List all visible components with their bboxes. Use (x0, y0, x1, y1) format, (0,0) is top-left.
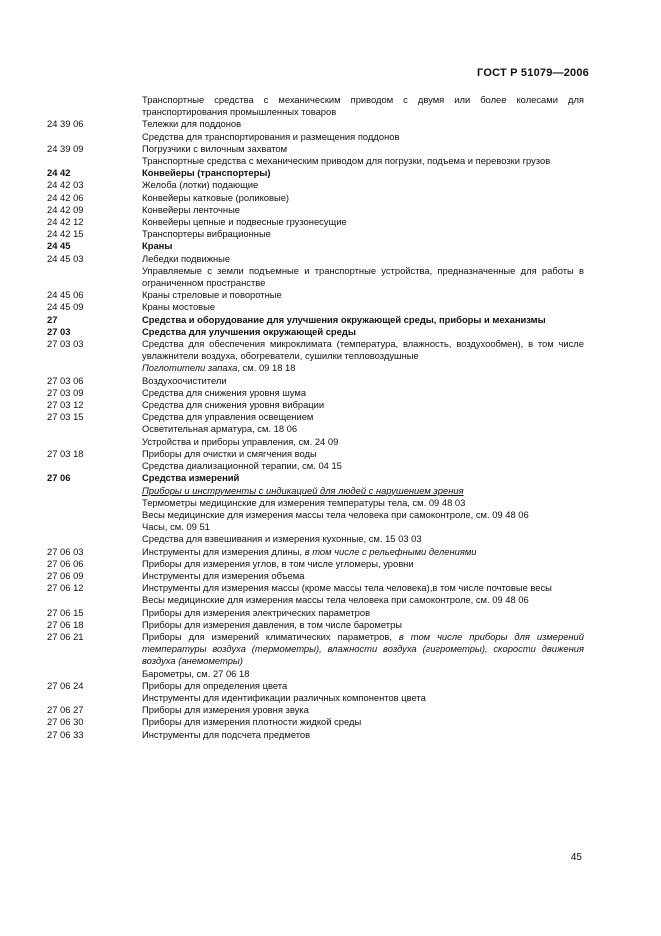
entry-text (142, 387, 584, 399)
entry-text (142, 509, 584, 521)
entry-code: 27 03 09 (47, 386, 84, 398)
entry-text-part: Краны стреловые и поворотные (142, 289, 282, 301)
entry-text (142, 497, 584, 509)
classification-entry (47, 607, 584, 619)
entry-text (142, 167, 584, 179)
classification-entry (47, 448, 584, 460)
entry-text (142, 668, 584, 680)
classification-note (47, 131, 584, 143)
entry-text (142, 265, 584, 289)
entry-code: 27 06 24 (47, 679, 84, 691)
entry-text (142, 375, 584, 387)
classification-note (47, 668, 584, 680)
entry-text-part: Барометры, см. 27 06 18 (142, 667, 250, 679)
entry-text-part: Инструменты для измерения длины, (142, 545, 305, 557)
entry-text (142, 460, 584, 472)
entry-text (142, 619, 584, 631)
entry-text-part: Приборы для определения цвета (142, 679, 288, 691)
entry-text (142, 253, 584, 265)
classification-note (47, 497, 584, 509)
entry-text-part: Инструменты для измерения объема (142, 569, 305, 581)
entry-text-part: Конвейеры (транспортеры) (142, 167, 271, 179)
entry-code: 27 03 15 (47, 411, 84, 423)
classification-note (47, 533, 584, 545)
entry-text-part: Осветительная арматура, см. 18 06 (142, 423, 298, 435)
entry-text (142, 448, 584, 460)
entry-text (142, 729, 584, 741)
classification-entry (47, 314, 584, 326)
entry-text (142, 94, 584, 118)
entry-text-part: Приборы для измерения плотности жидкой среды (142, 716, 362, 728)
entry-text-part: Транспортные средства с механическим приводом с двумя или более колесами для транспортирования промышленных товаров (142, 94, 584, 118)
entry-text-part: Лебедки подвижные (142, 252, 231, 264)
entry-code: 27 03 03 (47, 338, 84, 350)
classification-note (47, 155, 584, 167)
entry-text-part: Весы медицинские для измерения массы тела человека при самоконтроле, см. 09 48 06 (142, 508, 529, 520)
entry-code: 27 06 03 (47, 545, 84, 557)
entry-code: 27 06 06 (47, 557, 84, 569)
entry-text-part: Термометры медицинские для измерения температуры тела, см. 09 48 03 (142, 496, 466, 508)
entry-text-part: в том числе с рельефными делениями (304, 545, 477, 557)
entry-code: 24 42 (47, 167, 71, 179)
classification-entry (47, 240, 584, 252)
entry-text (142, 594, 584, 606)
entry-text-part: Средства для управления освещением (142, 411, 314, 423)
entry-text-part: Часы, см. 09 51 (142, 521, 210, 533)
entry-text (142, 521, 584, 533)
entry-text (142, 301, 584, 313)
entry-text (142, 399, 584, 411)
entry-text (142, 179, 584, 191)
classification-list (47, 94, 584, 741)
classification-note (47, 362, 584, 374)
classification-entry (47, 375, 584, 387)
entry-text-part: Транспортные средства с механическим приводом для погрузки, подъема и перевозки грузов (142, 155, 551, 167)
classification-entry (47, 729, 584, 741)
entry-code: 27 06 33 (47, 728, 84, 740)
entry-text-part: Желоба (лотки) подающие (142, 179, 259, 191)
entry-text (142, 607, 584, 619)
entry-text (142, 240, 584, 252)
classification-entry (47, 558, 584, 570)
classification-note (47, 423, 584, 435)
classification-entry (47, 338, 584, 362)
classification-entry (47, 399, 584, 411)
classification-note (47, 509, 584, 521)
classification-entry (47, 716, 584, 728)
entry-text-part: Средства для взвешивания и измерения кухонные, см. 15 03 03 (142, 533, 422, 545)
entry-text-part: Приборы для измерения электрических параметров (142, 606, 371, 618)
entry-text (142, 143, 584, 155)
entry-code: 27 03 06 (47, 374, 84, 386)
entry-text-part: Весы медицинские для измерения массы тела человека при самоконтроле, см. 09 48 06 (142, 594, 529, 606)
entry-code: 27 06 12 (47, 582, 84, 594)
entry-text (142, 582, 584, 594)
classification-note (47, 594, 584, 606)
entry-code: 24 45 09 (47, 301, 84, 313)
entry-code: 27 06 27 (47, 704, 84, 716)
classification-entry (47, 253, 584, 265)
classification-note (47, 460, 584, 472)
entry-text-part: Краны (142, 240, 173, 252)
entry-text-part: Средства и оборудование для улучшения окружающей среды, приборы и механизмы (142, 313, 546, 325)
entry-text (142, 704, 584, 716)
entry-code: 27 06 30 (47, 716, 84, 728)
entry-text-part: Воздухоочистители (142, 374, 227, 386)
entry-text (142, 558, 584, 570)
classification-entry (47, 411, 584, 423)
entry-text-part: Средства для улучшения окружающей среды (142, 325, 356, 337)
classification-entry (47, 387, 584, 399)
entry-text-part: Приборы для измерения углов, в том числе угломеры, уровни (142, 557, 414, 569)
classification-entry (47, 680, 584, 692)
classification-note (47, 94, 584, 118)
entry-text-part: Средства для транспортирования и размещения поддонов (142, 130, 400, 142)
classification-entry (47, 546, 584, 558)
entry-text (142, 338, 584, 362)
entry-text (142, 680, 584, 692)
entry-code: 24 39 06 (47, 118, 84, 130)
entry-text-part: Управляемые с земли подъемные и транспортные устройства, предназначенные для работы в ограниченном пространстве (142, 264, 584, 289)
entry-code: 24 39 09 (47, 142, 84, 154)
entry-text-part: Приборы для очистки и смягчения воды (142, 447, 317, 459)
classification-entry (47, 204, 584, 216)
entry-code: 24 42 09 (47, 203, 84, 215)
entry-text (142, 204, 584, 216)
entry-text-part: Инструменты для идентификации различных компонентов цвета (142, 691, 426, 703)
entry-text-part: Поглотители запаха (142, 362, 238, 374)
entry-text (142, 472, 584, 484)
entry-text-part: Приборы для измерения давления, в том числе барометры (142, 618, 403, 630)
entry-text (142, 192, 584, 204)
entry-text-part: Транспортеры вибрационные (142, 228, 271, 240)
entry-text-part: Инструменты для подсчета предметов (142, 728, 311, 740)
entry-code: 27 03 18 (47, 447, 84, 459)
entry-text-part: Средства диализационной терапии, см. 04 15 (142, 460, 342, 472)
classification-note (47, 436, 584, 448)
entry-code: 27 06 15 (47, 606, 84, 618)
entry-text (142, 692, 584, 704)
entry-text-part: Конвейеры ленточные (142, 203, 241, 215)
entry-text-part: Средства измерений (142, 472, 240, 484)
classification-entry (47, 704, 584, 716)
classification-note (47, 521, 584, 533)
entry-text (142, 411, 584, 423)
classification-entry (47, 192, 584, 204)
classification-entry (47, 619, 584, 631)
entry-text-part: Устройства и приборы управления, см. 24 09 (142, 435, 339, 447)
classification-note (47, 485, 584, 497)
entry-code: 27 06 18 (47, 618, 84, 630)
classification-entry (47, 228, 584, 240)
entry-text (142, 546, 584, 558)
classification-entry (47, 570, 584, 582)
entry-text (142, 326, 584, 338)
entry-code: 24 45 06 (47, 289, 84, 301)
entry-code: 24 45 (47, 240, 71, 252)
entry-code: 24 45 03 (47, 252, 84, 264)
entry-text (142, 436, 584, 448)
classification-entry (47, 179, 584, 191)
document-header: ГОСТ Р 51079—2006 (477, 67, 589, 79)
entry-text-part: Тележки для поддонов (142, 118, 242, 130)
entry-text (142, 289, 584, 301)
entry-text-part: Средства для снижения уровня вибрации (142, 399, 325, 411)
classification-entry (47, 289, 584, 301)
classification-entry (47, 216, 584, 228)
entry-text (142, 533, 584, 545)
entry-code: 27 06 09 (47, 569, 84, 581)
entry-code: 27 03 12 (47, 399, 84, 411)
entry-text-part: Краны мостовые (142, 301, 216, 313)
entry-text-part: Средства для обеспечения микроклимата (температура, влажность, воздухообмен), в том числе увлажнители воздуха, обогреватели, сушилки тепловоздушные (142, 338, 584, 362)
entry-text (142, 485, 584, 497)
entry-code: 27 06 (47, 472, 71, 484)
entry-text (142, 228, 584, 240)
classification-note (47, 265, 584, 289)
entry-text-part: Приборы для измерений климатических параметров, (142, 630, 399, 642)
entry-text-part: Конвейеры катковые (роликовые) (142, 191, 290, 203)
classification-entry (47, 472, 584, 484)
classification-entry (47, 326, 584, 338)
entry-code: 24 42 12 (47, 216, 84, 228)
entry-text (142, 131, 584, 143)
entry-text-part: Погрузчики с вилочным захватом (142, 142, 288, 154)
entry-code: 24 42 03 (47, 179, 84, 191)
classification-note (47, 692, 584, 704)
entry-code: 27 06 21 (47, 630, 84, 642)
entry-text-part: Инструменты для измерения массы (кроме массы тела человека),в том числе почтовые весы (142, 582, 552, 594)
classification-entry (47, 301, 584, 313)
entry-text (142, 716, 584, 728)
classification-entry (47, 582, 584, 594)
entry-text (142, 314, 584, 326)
classification-entry (47, 167, 584, 179)
entry-code: 27 (47, 313, 58, 325)
page-number: 45 (570, 852, 582, 863)
entry-text-part: Приборы и инструменты с индикацией для людей с нарушением зрения (142, 484, 464, 496)
entry-text (142, 216, 584, 228)
entry-text-part: в том числе приборы для измерений температуры воздуха (термометры), влажности воздуха (гигрометры), скорости движения воздуха (анемометры) (142, 630, 584, 667)
entry-text-part: Средства для снижения уровня шума (142, 386, 307, 398)
classification-entry (47, 118, 584, 130)
entry-text (142, 423, 584, 435)
entry-text (142, 631, 584, 668)
entry-code: 24 42 06 (47, 191, 84, 203)
classification-entry (47, 143, 584, 155)
entry-text (142, 570, 584, 582)
entry-text-part: Конвейеры цепные и подвесные грузонесущие (142, 216, 347, 228)
classification-entry (47, 631, 584, 668)
entry-text-part: , см. 09 18 18 (237, 362, 296, 374)
entry-code: 27 03 (47, 325, 71, 337)
entry-text-part: Приборы для измерения уровня звука (142, 704, 309, 716)
entry-text (142, 362, 584, 374)
entry-text (142, 118, 584, 130)
entry-text (142, 155, 584, 167)
entry-code: 24 42 15 (47, 228, 84, 240)
